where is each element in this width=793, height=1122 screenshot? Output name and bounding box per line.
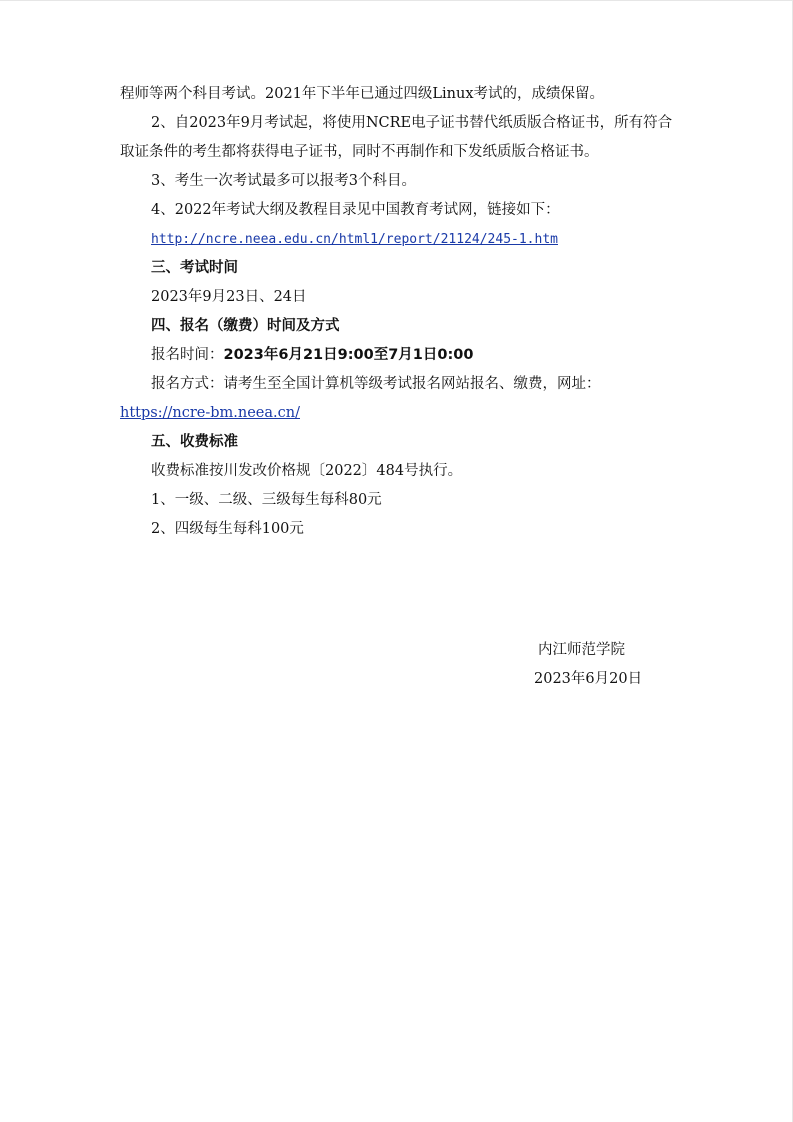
page-edge-top <box>0 0 793 1</box>
registration-time-label: 报名时间： <box>151 347 224 363</box>
section-heading-fees: 五、收费标准 <box>151 434 238 450</box>
registration-time-row <box>120 341 680 370</box>
exam-time-text: 2023年9月23日、24日 <box>151 289 307 305</box>
fee-basis-text: 收费标准按川发改价格规〔2022〕484号执行。 <box>151 463 463 479</box>
registration-link[interactable]: https://ncre-bm.neea.cn/ <box>120 405 300 421</box>
section-heading-registration: 四、报名（缴费）时间及方式 <box>151 318 340 334</box>
signature-date: 2023年6月20日 <box>534 671 643 687</box>
paragraph-item-4: 4、2022年考试大纲及教程目录见中国教育考试网，链接如下： <box>151 202 560 218</box>
syllabus-link-row <box>120 225 680 254</box>
registration-method-text: 报名方式：请考生至全国计算机等级考试报名网站报名、缴费，网址： <box>151 376 601 392</box>
fee-item-1: 1、一级、二级、三级每生每科80元 <box>151 492 382 508</box>
section-heading-exam-time: 三、考试时间 <box>151 260 238 276</box>
document-body <box>120 80 680 544</box>
fee-item-2: 2、四级每生每科100元 <box>151 521 304 537</box>
registration-link-row <box>120 399 680 428</box>
syllabus-link[interactable]: http://ncre.neea.edu.cn/html1/report/21124/245-1.htm <box>151 232 558 247</box>
signature-organization: 内江师范学院 <box>538 642 625 658</box>
registration-time-value: 2023年6月21日9:00至7月1日0:00 <box>223 347 474 363</box>
paragraph-item-3: 3、考生一次考试最多可以报考3个科目。 <box>151 173 416 189</box>
paragraph-item-2: 2、自2023年9月考试起，将使用NCRE电子证书替代纸质版合格证书，所有符合取证条件的考生都将获得电子证书，同时不再制作和下发纸质版合格证书。 <box>120 115 673 160</box>
paragraph-continuation: 程师等两个科目考试。2021年下半年已通过四级Linux考试的，成绩保留。 <box>120 86 605 102</box>
